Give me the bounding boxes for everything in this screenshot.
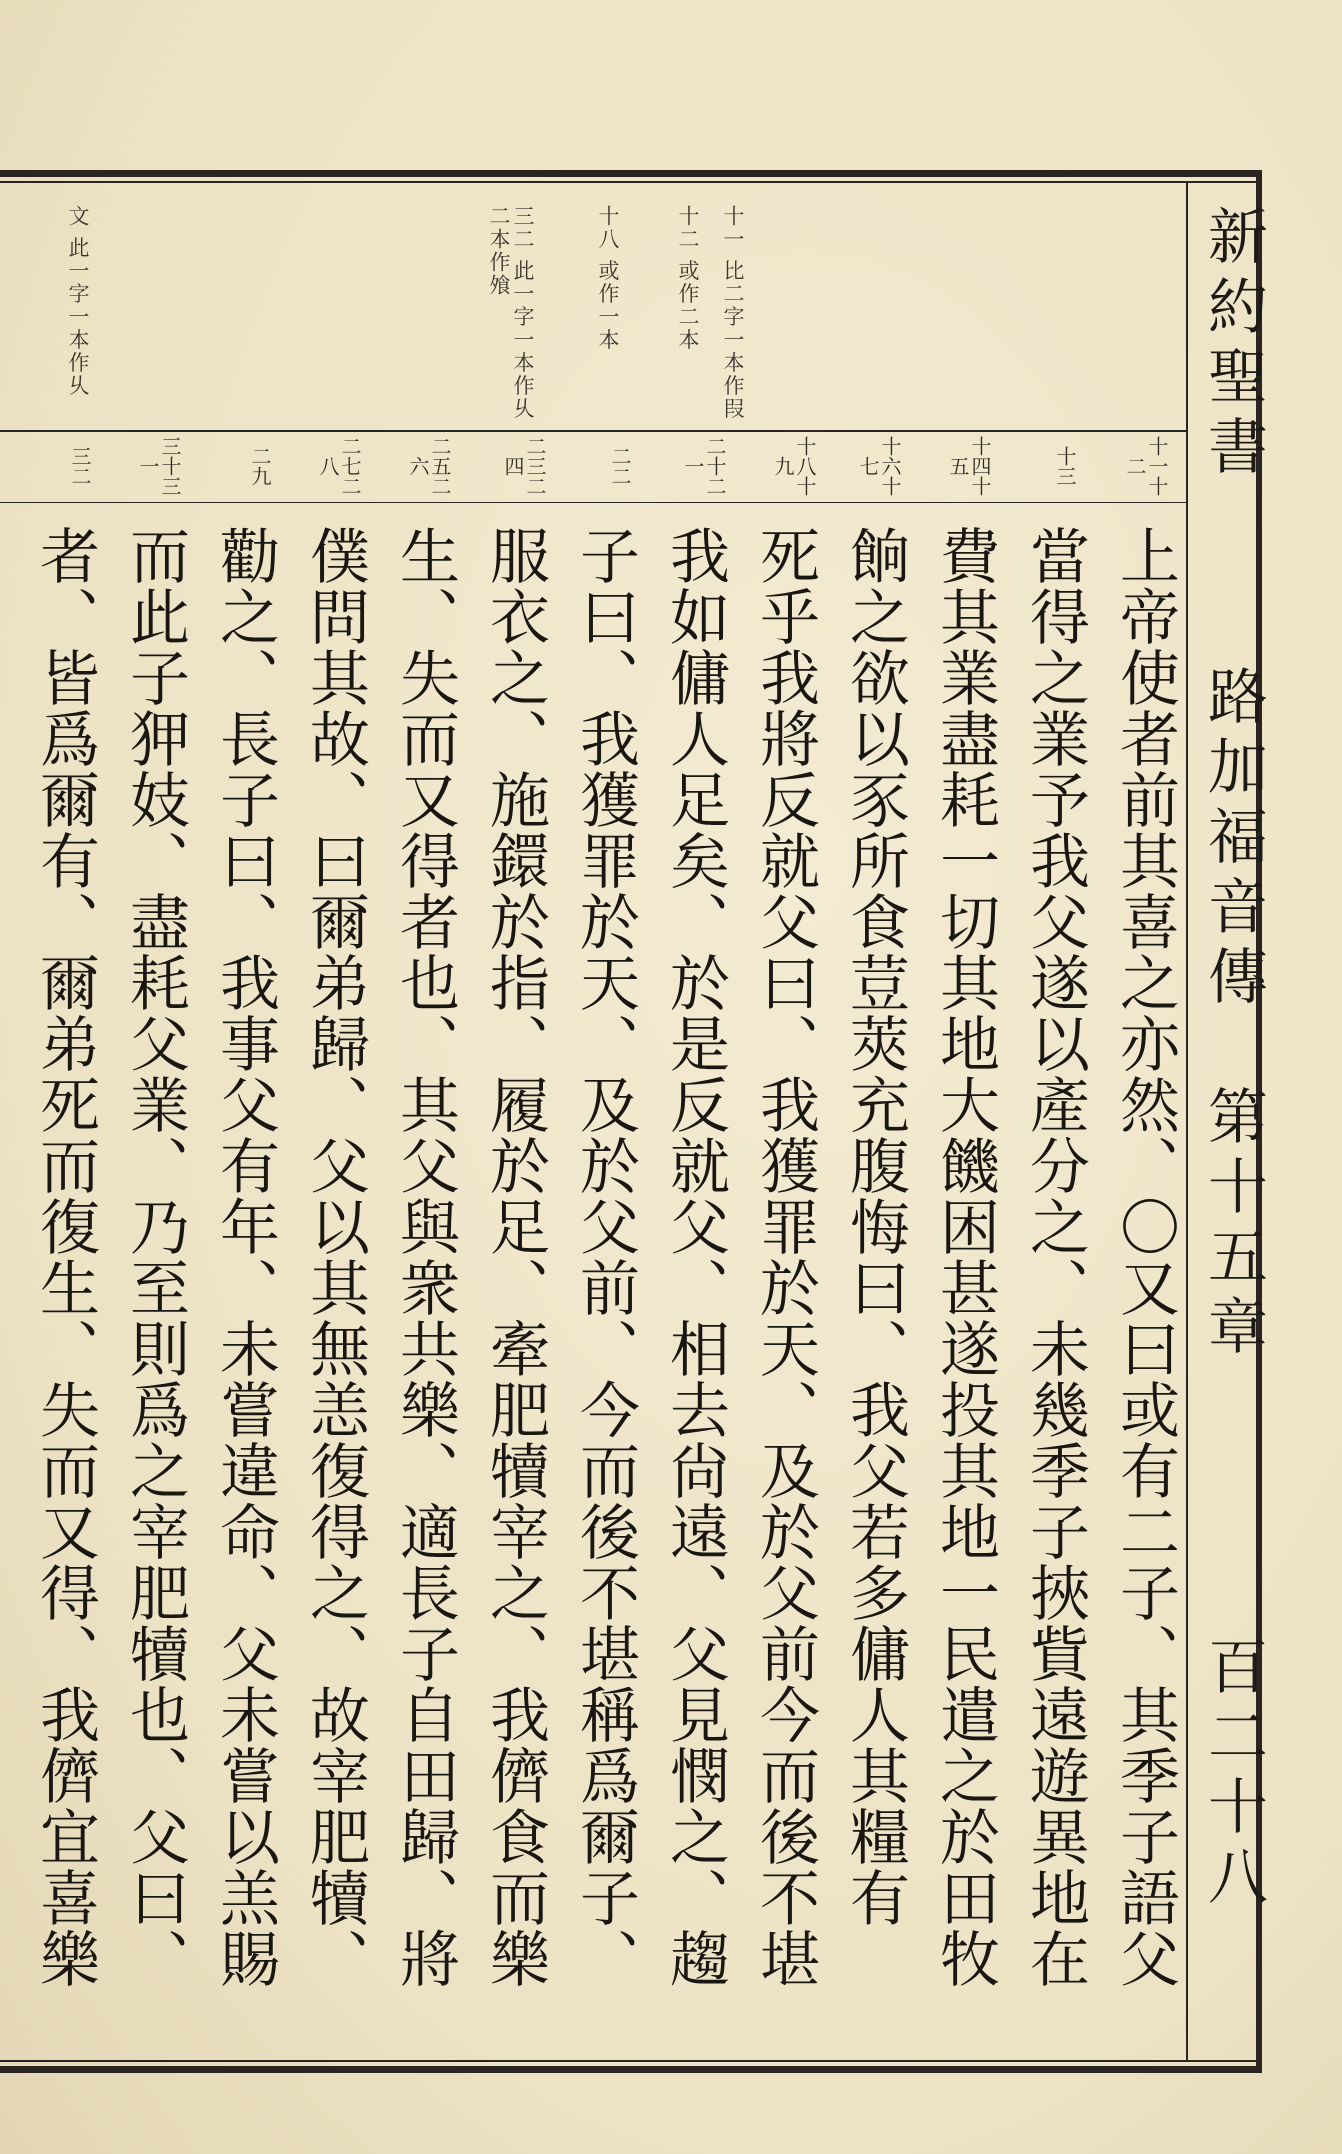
verse-number: 二五二六 xyxy=(406,436,452,496)
verse-number: 十一十二 xyxy=(1123,436,1169,496)
note-11: 十一 比二字一本作叚 xyxy=(721,205,745,421)
header-divider-rule xyxy=(1186,183,1188,2061)
text-column-11: 勸之、長子曰、我事父有年、未嘗違命、父未嘗以羔賜 xyxy=(210,525,280,1989)
text-column-7: 子曰、我獲罪於天、及於父前、今而後不堪稱爲爾子、 xyxy=(570,525,640,1989)
verse-number: 二七二八 xyxy=(316,436,362,496)
verse-number: 十六十七 xyxy=(856,436,902,496)
note-32: 三二 此一字一本作乆二本作飧 xyxy=(487,205,535,421)
top-inner-rule xyxy=(0,181,1262,183)
chapter-heading: 第十五章 xyxy=(1198,1085,1268,1365)
verse-number: 十三 xyxy=(1053,446,1077,486)
book-title: 新約聖書 xyxy=(1198,205,1268,485)
running-head xyxy=(1198,205,1268,2055)
text-column-3: 費其業盡耗一切其地大饑困甚遂投其地一民遣之於田牧 xyxy=(930,525,1000,1989)
verse-number: 二二 xyxy=(608,446,632,486)
verse-number: 二九 xyxy=(248,446,272,486)
text-column-1: 上帝使者前其喜之亦然、〇又曰或有二子、其季子語父 xyxy=(1110,525,1180,1989)
note-wen: 文 此一字一本作乆 xyxy=(66,205,90,398)
text-column-13: 者、皆爲爾有、爾弟死而復生、失而又得、我儕宜喜樂 xyxy=(30,525,100,1989)
text-column-5: 死乎我將反就父曰、我獲罪於天、及於父前今而後不堪 xyxy=(750,525,820,1989)
text-column-4: 餉之欲以豕所食荳莢充腹悔曰、我父若多傭人其糧有 xyxy=(840,525,910,1928)
text-column-8: 服衣之、施鐶於指、履於足、牽肥犢宰之、我儕食而樂 xyxy=(480,525,550,1989)
verse-number: 三二 xyxy=(68,446,92,486)
note-18: 十八 或作一本 xyxy=(596,205,620,352)
verse-number-divider-rule xyxy=(0,502,1188,503)
bottom-inner-rule xyxy=(0,2060,1262,2062)
text-column-10: 僕問其故、曰爾弟歸、父以其無恙復得之、故宰肥犢、 xyxy=(300,525,370,1989)
text-column-9: 生、失而又得者也、其父與衆共樂、適長子自田歸、將 xyxy=(390,525,460,1989)
gospel-title: 路加福音傳 xyxy=(1198,665,1268,1015)
text-column-6: 我如傭人足矣、於是反就父、相去尙遠、父見憫之、趨 xyxy=(660,525,730,1989)
top-border-rule xyxy=(0,170,1262,177)
note-12: 十二 或作二本 xyxy=(676,205,700,352)
verse-number: 十八十九 xyxy=(771,436,817,496)
verse-number: 十四十五 xyxy=(946,436,992,496)
page-number: 百二十八 xyxy=(1198,1635,1268,1915)
verse-number: 三十三一 xyxy=(136,436,182,496)
verse-number: 二十二一 xyxy=(681,436,727,496)
verse-number: 二三二四 xyxy=(501,436,547,496)
text-column-12: 而此子狎妓、盡耗父業、乃至則爲之宰肥犢也、父曰、 xyxy=(120,525,190,1989)
text-column-2: 當得之業予我父遂以產分之、未幾季子挾貲遠遊異地在 xyxy=(1020,525,1090,1989)
notes-divider-rule xyxy=(0,430,1188,432)
bottom-border-rule xyxy=(0,2066,1262,2073)
